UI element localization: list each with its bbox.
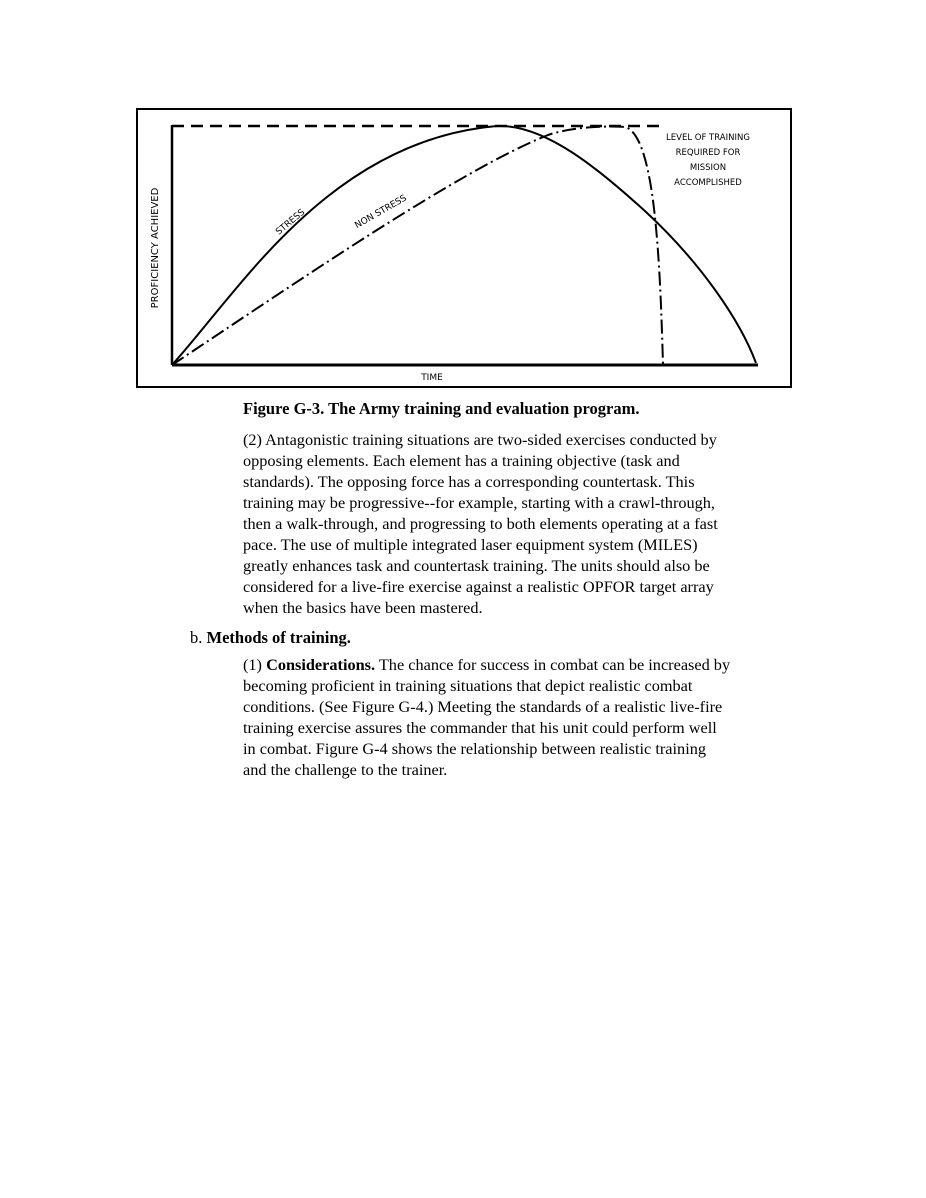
nonstress-label: NON STRESS [353,193,409,232]
text-line: opposing elements. Each element has a training objective (task and [243,451,680,470]
x-axis-label: TIME [421,373,443,383]
stress-curve [172,126,756,365]
text-run: The chance for success in combat can be increased by [375,655,731,674]
level-label-4: ACCOMPLISHED [674,178,742,188]
text-line: then a walk-through, and progressing to both elements operating at a fast [243,514,718,533]
level-label-1: LEVEL OF TRAINING [666,133,750,143]
text-line: (2) Antagonistic training situations are two-sided exercises conducted by [243,430,717,449]
text-line: conditions. (See Figure G-4.) Meeting the standards of a realistic live-fire [243,697,723,716]
section-title: Methods of training. [206,628,351,647]
figure-g3 [136,108,792,388]
text-line [243,654,730,675]
text-line: pace. The use of multiple integrated laser equipment system (MILES) [243,535,698,554]
text-line: when the basics have been mastered. [243,598,483,617]
paragraph-considerations [243,654,730,780]
stress-label: STRESS [274,207,308,238]
text-line: becoming proficient in training situations that depict realistic combat [243,676,693,695]
level-label-2: REQUIRED FOR [675,148,741,158]
nonstress-curve [172,127,663,365]
text-line: training exercise assures the commander that his unit could perform well [243,718,717,737]
level-label-3: MISSION [689,163,727,173]
section-prefix: b. [190,628,203,647]
para-number: (1) [243,655,262,674]
paragraph-antagonistic [243,429,718,618]
y-axis-label: PROFICIENCY ACHIEVED [150,187,161,309]
text-line: training may be progressive--for example, starting with a crawl-through, [243,493,716,512]
text-line: considered for a live-fire exercise against a realistic OPFOR target array [243,577,714,596]
text-line: and the challenge to the trainer. [243,760,448,779]
text-line: greatly enhances task and countertask training. The units should also be [243,556,710,575]
figure-caption: Figure G-3. The Army training and evaluation program. [243,399,640,418]
text-line: standards). The opposing force has a corresponding countertask. This [243,472,695,491]
section-heading [190,628,351,648]
para-lead: Considerations. [266,655,376,674]
text-line: in combat. Figure G-4 shows the relationship between realistic training [243,739,706,758]
training-chart [138,110,790,386]
